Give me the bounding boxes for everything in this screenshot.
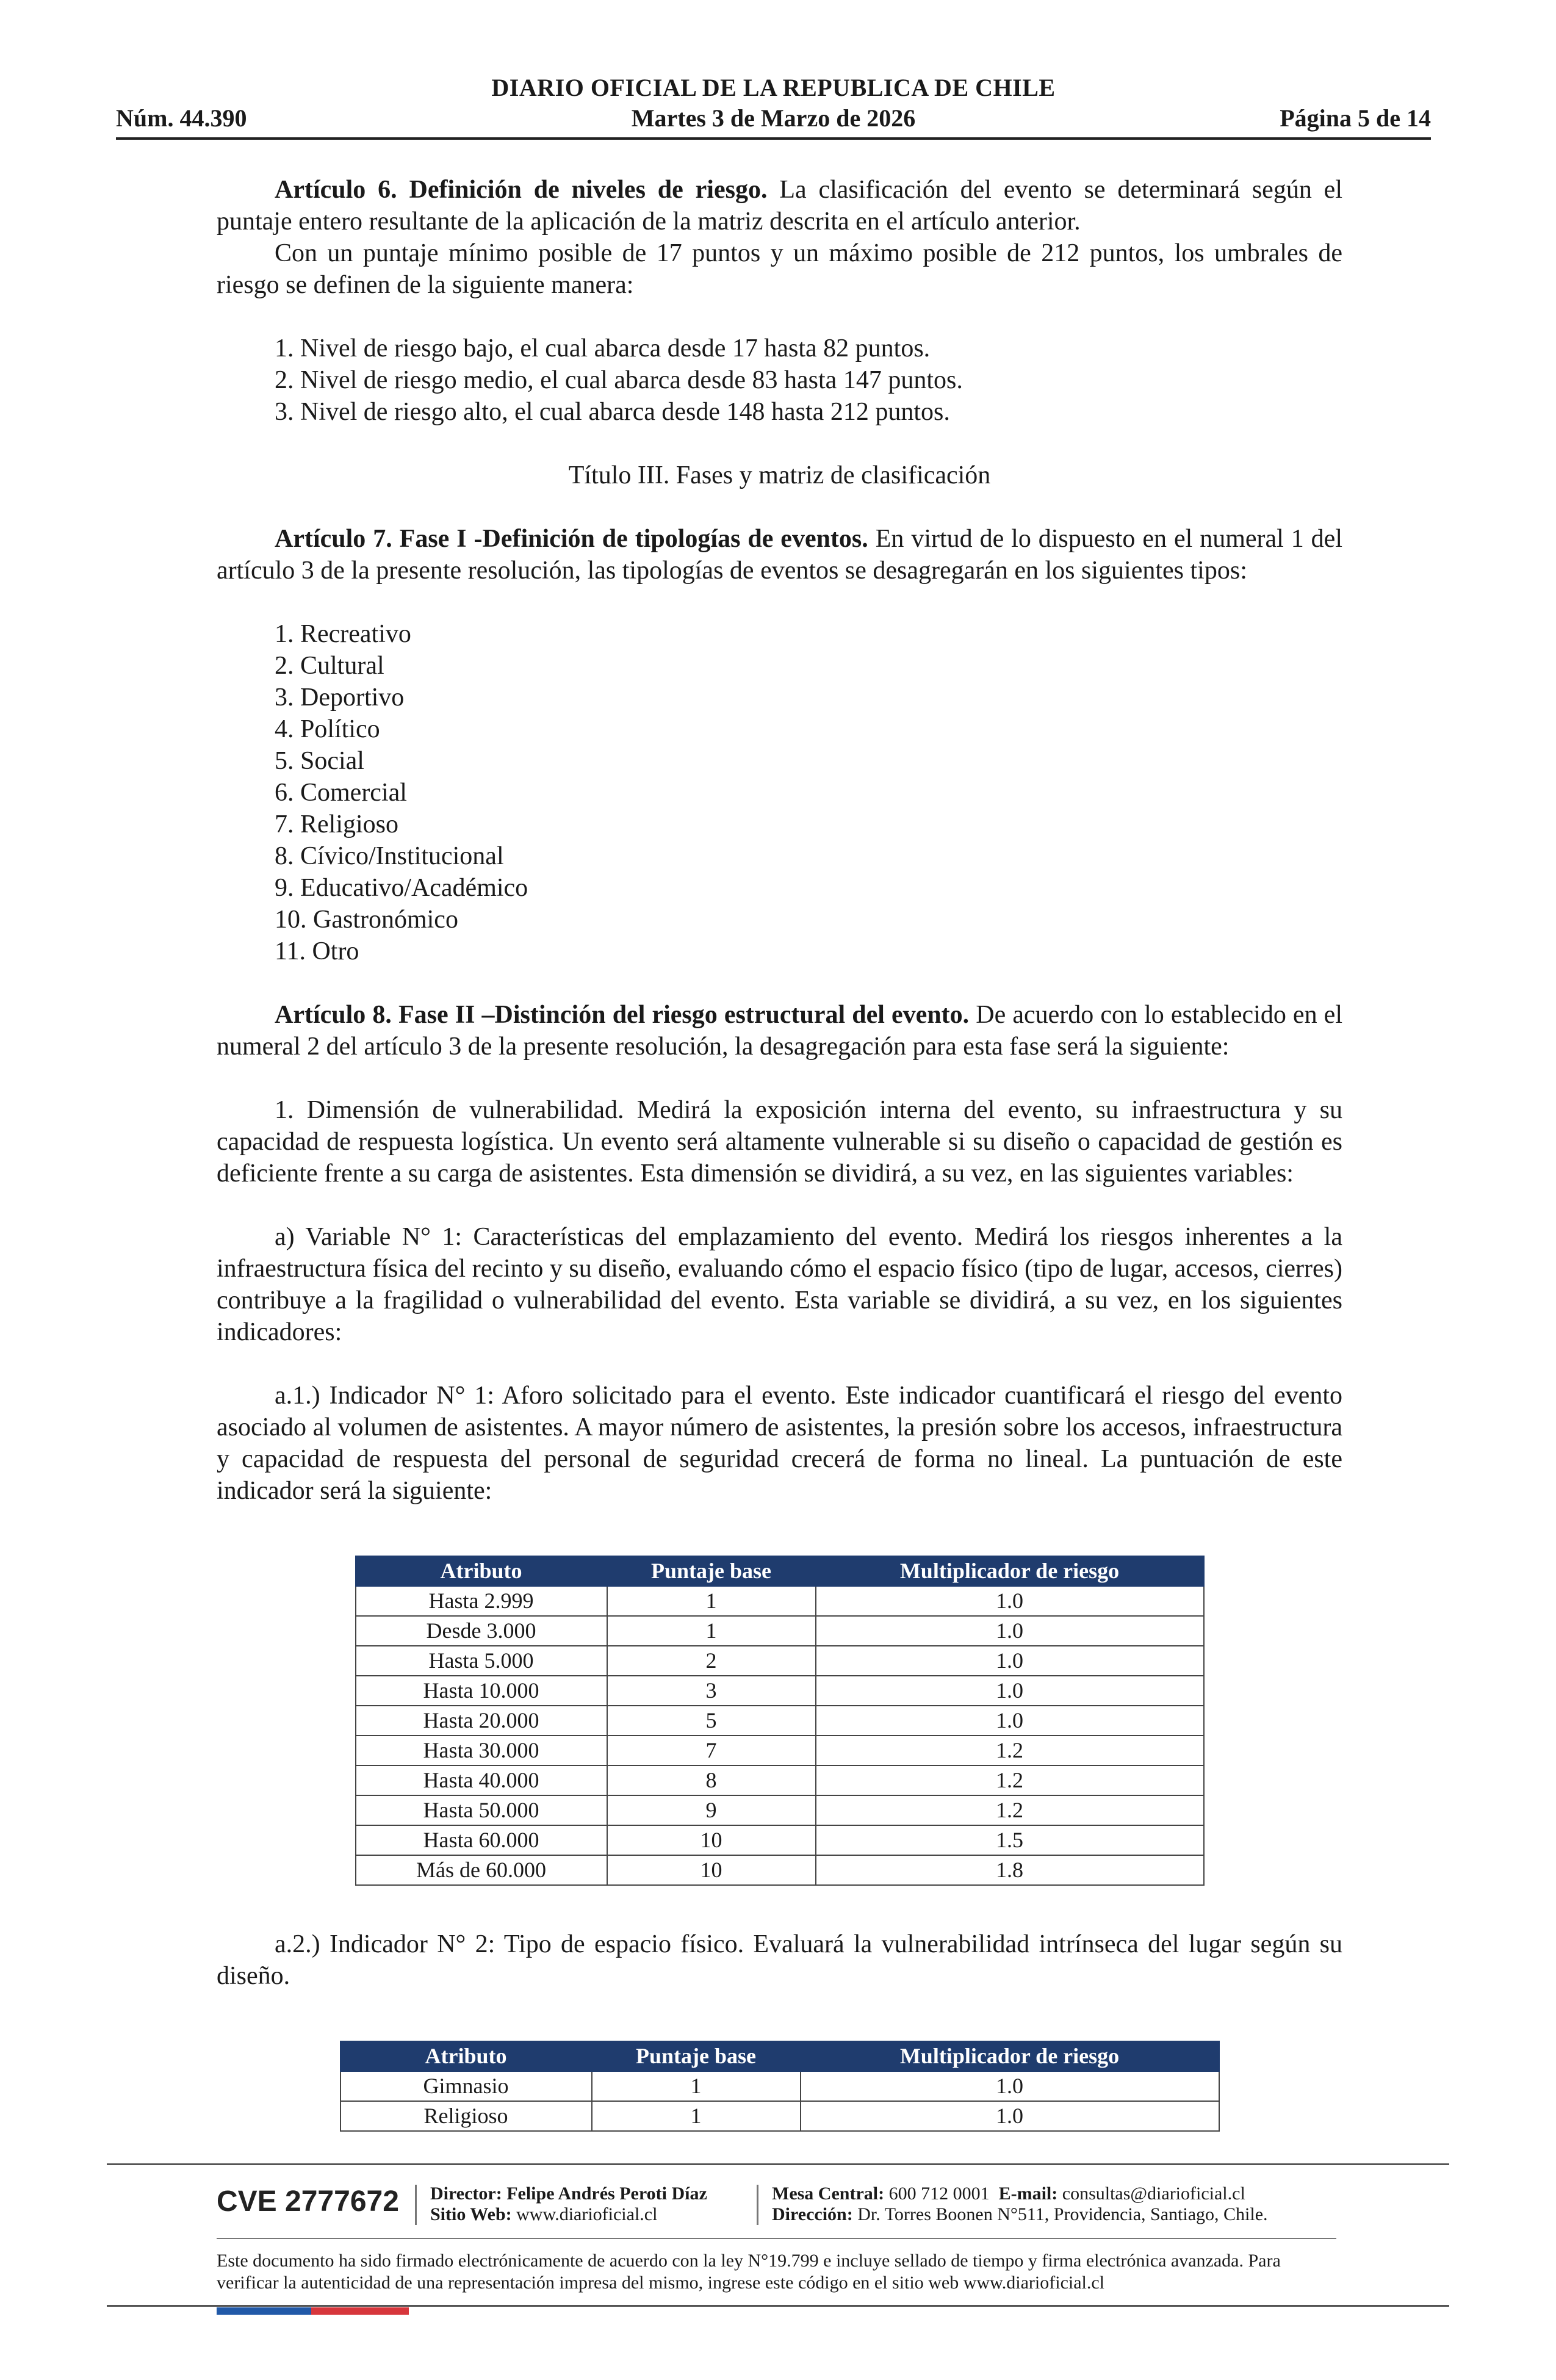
vulnerability-dimension-paragraph: 1. Dimensión de vulnerabilidad. Medirá la exposición interna del evento, su infraestructura y su capacidad de respuesta logística. Un evento será altamente vulnerable si su diseño o capacidad de gestión es deficiente frente a su carga de asistentes. Esta dimensión se dividirá, a su vez, en las siguientes variables: xyxy=(217,1096,1342,1188)
cell-base-score: 10 xyxy=(607,1825,816,1855)
table-header-row xyxy=(340,2041,1219,2071)
journal-title: DIARIO OFICIAL DE LA REPUBLICA DE CHILE xyxy=(491,74,1056,101)
footer-separator xyxy=(757,2185,758,2225)
list-item: 8. Cívico/Institucional xyxy=(275,842,504,870)
cell-base-score: 9 xyxy=(607,1795,816,1825)
article-8-paragraph xyxy=(217,999,1342,1062)
cell-base-score: 8 xyxy=(607,1765,816,1795)
list-item: 2. Cultural xyxy=(275,652,384,680)
email-label: E-mail: xyxy=(998,2183,1058,2204)
list-item: 1. Nivel de riesgo bajo, el cual abarca desde 17 hasta 82 puntos. xyxy=(275,334,931,362)
cve-code: CVE 2777672 xyxy=(217,2185,399,2218)
cell-base-score: 3 xyxy=(607,1676,816,1706)
list-item: 10. Gastronómico xyxy=(275,906,458,934)
list-item: 11. Otro xyxy=(275,937,359,965)
table-row xyxy=(356,1855,1204,1885)
table-row xyxy=(356,1586,1204,1616)
article-7-heading: Artículo 7. Fase I -Definición de tipologías de eventos. xyxy=(275,525,868,553)
list-item: 7. Religioso xyxy=(275,810,399,838)
list-item: 3. Deportivo xyxy=(275,683,405,712)
website-link[interactable]: www.diarioficial.cl xyxy=(511,2204,658,2224)
cell-multiplier: 1.0 xyxy=(816,1586,1204,1616)
issue-date: Martes 3 de Marzo de 2026 xyxy=(631,104,916,132)
indicator-2-paragraph: a.2.) Indicador N° 2: Tipo de espacio físico. Evaluará la vulnerabilidad intrínseca del lugar según su diseño. xyxy=(217,1930,1342,1990)
article-6-heading: Artículo 6. Definición de niveles de riesgo. xyxy=(275,176,768,204)
list-item: 3. Nivel de riesgo alto, el cual abarca desde 148 hasta 212 puntos. xyxy=(275,398,950,426)
table-row xyxy=(356,1795,1204,1825)
cell-attribute: Desde 3.000 xyxy=(356,1616,607,1646)
indicator-1-paragraph: a.1.) Indicador N° 1: Aforo solicitado para el evento. Este indicador cuantificará el riesgo del evento asociado al volumen de asistentes. A mayor número de asistentes, la presión sobre los accesos, infraestructura y capacidad de respuesta del personal de seguridad crecerá de forma no lineal. La puntuación de este indicador será la siguiente: xyxy=(217,1382,1342,1505)
article-6-thresholds-intro: Con un puntaje mínimo posible de 17 puntos y un máximo posible de 212 puntos, los umbrales de riesgo se definen de la siguiente manera: xyxy=(217,239,1342,299)
column-header-attribute: Atributo xyxy=(340,2041,592,2071)
cell-multiplier: 1.2 xyxy=(816,1765,1204,1795)
list-item: 1. Recreativo xyxy=(275,620,411,648)
signature-note: Este documento ha sido firmado electrónicamente de acuerdo con la ley N°19.799 e incluye sellado de tiempo y firma electrónica avanzada. Para verificar la autenticidad de una representación impresa del mismo, ingrese este código en el sitio web www.diarioficial.cl xyxy=(217,2251,1281,2293)
risk-levels-list xyxy=(217,333,1342,428)
director-name: Felipe Andrés Peroti Díaz xyxy=(502,2183,707,2204)
cell-attribute: Hasta 40.000 xyxy=(356,1765,607,1795)
director-label: Director: xyxy=(430,2183,502,2204)
cell-multiplier: 1.0 xyxy=(801,2101,1219,2131)
capacity-score-table xyxy=(355,1556,1205,1886)
title-iii-heading: Título III. Fases y matriz de clasificación xyxy=(568,461,991,489)
event-types-list xyxy=(217,618,1342,967)
table-row xyxy=(356,1676,1204,1706)
cell-multiplier: 1.2 xyxy=(816,1795,1204,1825)
list-item: 9. Educativo/Académico xyxy=(275,874,528,902)
cell-attribute: Hasta 50.000 xyxy=(356,1795,607,1825)
column-header-attribute: Atributo xyxy=(356,1556,607,1586)
page-header xyxy=(116,73,1431,143)
table-row xyxy=(356,1616,1204,1646)
cell-multiplier: 1.8 xyxy=(816,1855,1204,1885)
variable-1-paragraph: a) Variable N° 1: Características del emplazamiento del evento. Medirá los riesgos inherentes a la infraestructura física del recinto y su diseño, evaluando cómo el espacio físico (tipo de lugar, accesos, cierres) contribuye a la fragilidad o vulnerabilidad del evento. Esta variable se dividirá, a su vez, en los siguientes indicadores: xyxy=(217,1223,1342,1346)
phone-number: 600 712 0001 xyxy=(884,2183,990,2204)
column-header-base-score: Puntaje base xyxy=(592,2041,801,2071)
table-row xyxy=(356,1706,1204,1736)
list-item: 2. Nivel de riesgo medio, el cual abarca desde 83 hasta 147 puntos. xyxy=(275,366,963,394)
table-row xyxy=(356,1736,1204,1765)
article-6-text: La clasificación del evento se determinará según el puntaje entero resultante de la aplicación de la matriz descrita en el artículo anterior. xyxy=(217,176,1342,236)
space-type-table xyxy=(340,2041,1220,2132)
article-6-paragraph xyxy=(217,174,1342,237)
cell-attribute: Hasta 60.000 xyxy=(356,1825,607,1855)
cell-base-score: 1 xyxy=(592,2071,801,2101)
cell-attribute: Hasta 10.000 xyxy=(356,1676,607,1706)
article-7-text: En virtud de lo dispuesto en el numeral 1 del artículo 3 de la presente resolución, las tipologías de eventos se desagregarán en los siguientes tipos: xyxy=(217,525,1342,585)
column-header-risk-multiplier: Multiplicador de riesgo xyxy=(816,1556,1204,1586)
address-text: Dr. Torres Boonen N°511, Providencia, Santiago, Chile. xyxy=(852,2204,1268,2224)
table-row xyxy=(340,2101,1219,2131)
cell-attribute: Hasta 5.000 xyxy=(356,1646,607,1676)
cell-base-score: 7 xyxy=(607,1736,816,1765)
flag-stripe xyxy=(217,2307,409,2315)
table-row xyxy=(356,1825,1204,1855)
footer-contact-block xyxy=(772,2183,1268,2225)
page-footer xyxy=(107,2163,1449,2316)
footer-separator xyxy=(415,2185,417,2225)
website-label: Sitio Web: xyxy=(430,2204,512,2224)
table-row xyxy=(340,2071,1219,2101)
cell-attribute: Hasta 30.000 xyxy=(356,1736,607,1765)
cell-multiplier: 1.0 xyxy=(816,1616,1204,1646)
cell-multiplier: 1.0 xyxy=(816,1676,1204,1706)
article-8-heading: Artículo 8. Fase II –Distinción del riesgo estructural del evento. xyxy=(275,1001,970,1029)
table-row xyxy=(356,1765,1204,1795)
footer-director-block xyxy=(430,2183,707,2225)
cell-attribute: Hasta 2.999 xyxy=(356,1586,607,1616)
cell-base-score: 1 xyxy=(607,1616,816,1646)
cell-base-score: 10 xyxy=(607,1855,816,1885)
list-item: 5. Social xyxy=(275,747,364,775)
list-item: 6. Comercial xyxy=(275,779,407,807)
document-body xyxy=(217,174,1342,2132)
cell-base-score: 1 xyxy=(592,2101,801,2131)
address-label: Dirección: xyxy=(772,2204,853,2224)
column-header-risk-multiplier: Multiplicador de riesgo xyxy=(801,2041,1219,2071)
header-divider xyxy=(116,137,1431,140)
cell-base-score: 2 xyxy=(607,1646,816,1676)
table-row xyxy=(356,1646,1204,1676)
cell-multiplier: 1.5 xyxy=(816,1825,1204,1855)
footer-divider xyxy=(217,2238,1336,2239)
page-number: Página 5 de 14 xyxy=(1280,104,1431,132)
footer-divider xyxy=(107,2305,1449,2307)
column-header-base-score: Puntaje base xyxy=(607,1556,816,1586)
cell-multiplier: 1.2 xyxy=(816,1736,1204,1765)
table-header-row xyxy=(356,1556,1204,1586)
list-item: 4. Político xyxy=(275,715,380,743)
cell-base-score: 5 xyxy=(607,1706,816,1736)
cell-attribute: Religioso xyxy=(340,2101,592,2131)
article-7-paragraph xyxy=(217,523,1342,586)
phone-label: Mesa Central: xyxy=(772,2183,885,2204)
issue-number: Núm. 44.390 xyxy=(116,104,247,132)
cell-multiplier: 1.0 xyxy=(816,1646,1204,1676)
cell-attribute: Gimnasio xyxy=(340,2071,592,2101)
cell-multiplier: 1.0 xyxy=(801,2071,1219,2101)
email-link[interactable]: consultas@diarioficial.cl xyxy=(1057,2183,1245,2204)
footer-divider xyxy=(107,2163,1449,2165)
cell-multiplier: 1.0 xyxy=(816,1706,1204,1736)
cell-attribute: Más de 60.000 xyxy=(356,1855,607,1885)
cell-attribute: Hasta 20.000 xyxy=(356,1706,607,1736)
article-8-text: De acuerdo con lo establecido en el numeral 2 del artículo 3 de la presente resolución, la desagregación para esta fase será la siguiente: xyxy=(217,1001,1342,1061)
cell-base-score: 1 xyxy=(607,1586,816,1616)
